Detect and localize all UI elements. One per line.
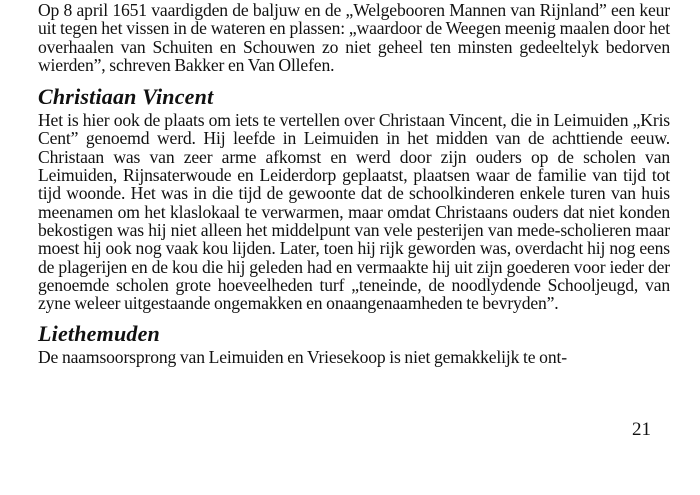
section-heading-liethemuden: Liethemuden	[38, 321, 160, 347]
vincent-paragraph: Het is hier ook de plaats om iets te vertellen over Christaan Vincent, die in Leimuiden „Kris Cent” genoemd werd. Hij leefde in Leimuiden in het midden van de achttiende eeuw. Christaan was van zeer arme afkomst en werd door zijn ouders op de scholen van Leimuiden, Rijnsaterwoude en Leiderdorp geplaatst, plaatsen waar de familie van tijd tot tijd woonde. Het was in die tijd de gewoonte dat de schoolkinderen enkele turen van huis meenamen om het klaslokaal te verwarmen, maar omdat Christaans ouders dat niet konden bekostigen was hij niet alleen het middelpunt van vele pesterijen van mede-scholieren maar moest hij ook nog vaak kou lijden. Later, toen hij rijk geworden was, overdacht hij nog eens de plagerijen en de kou die hij geleden had en vermaakte hij uit zijn goederen voor ieder der genoemde scholen grote hoeveelheden turf „teneinde, de noodlydende Schooljeugd, van zyne weleer uitgestaande ongemakken en onaangenaamheden te bevryden”.	[38, 110, 670, 314]
page-number: 21	[632, 419, 651, 440]
section-heading-christiaan-vincent: Christiaan Vincent	[38, 84, 214, 110]
liethemuden-paragraph: De naamsoorsprong van Leimuiden en Vriesekoop is niet gemakkelijk te ont-	[38, 347, 567, 368]
document-page	[38, 0, 670, 367]
intro-paragraph: Op 8 april 1651 vaardigden de baljuw en de „Welgebooren Mannen van Rijnland” een keur uit tegen het vissen in de wateren en plassen: „waardoor de Weegen meenig maalen door het overhaalen van Schuiten en Schouwen zo niet geheel ten minsten gedeeltelyk bedorven wierden”, schreven Bakker en Van Ollefen.	[38, 0, 670, 75]
